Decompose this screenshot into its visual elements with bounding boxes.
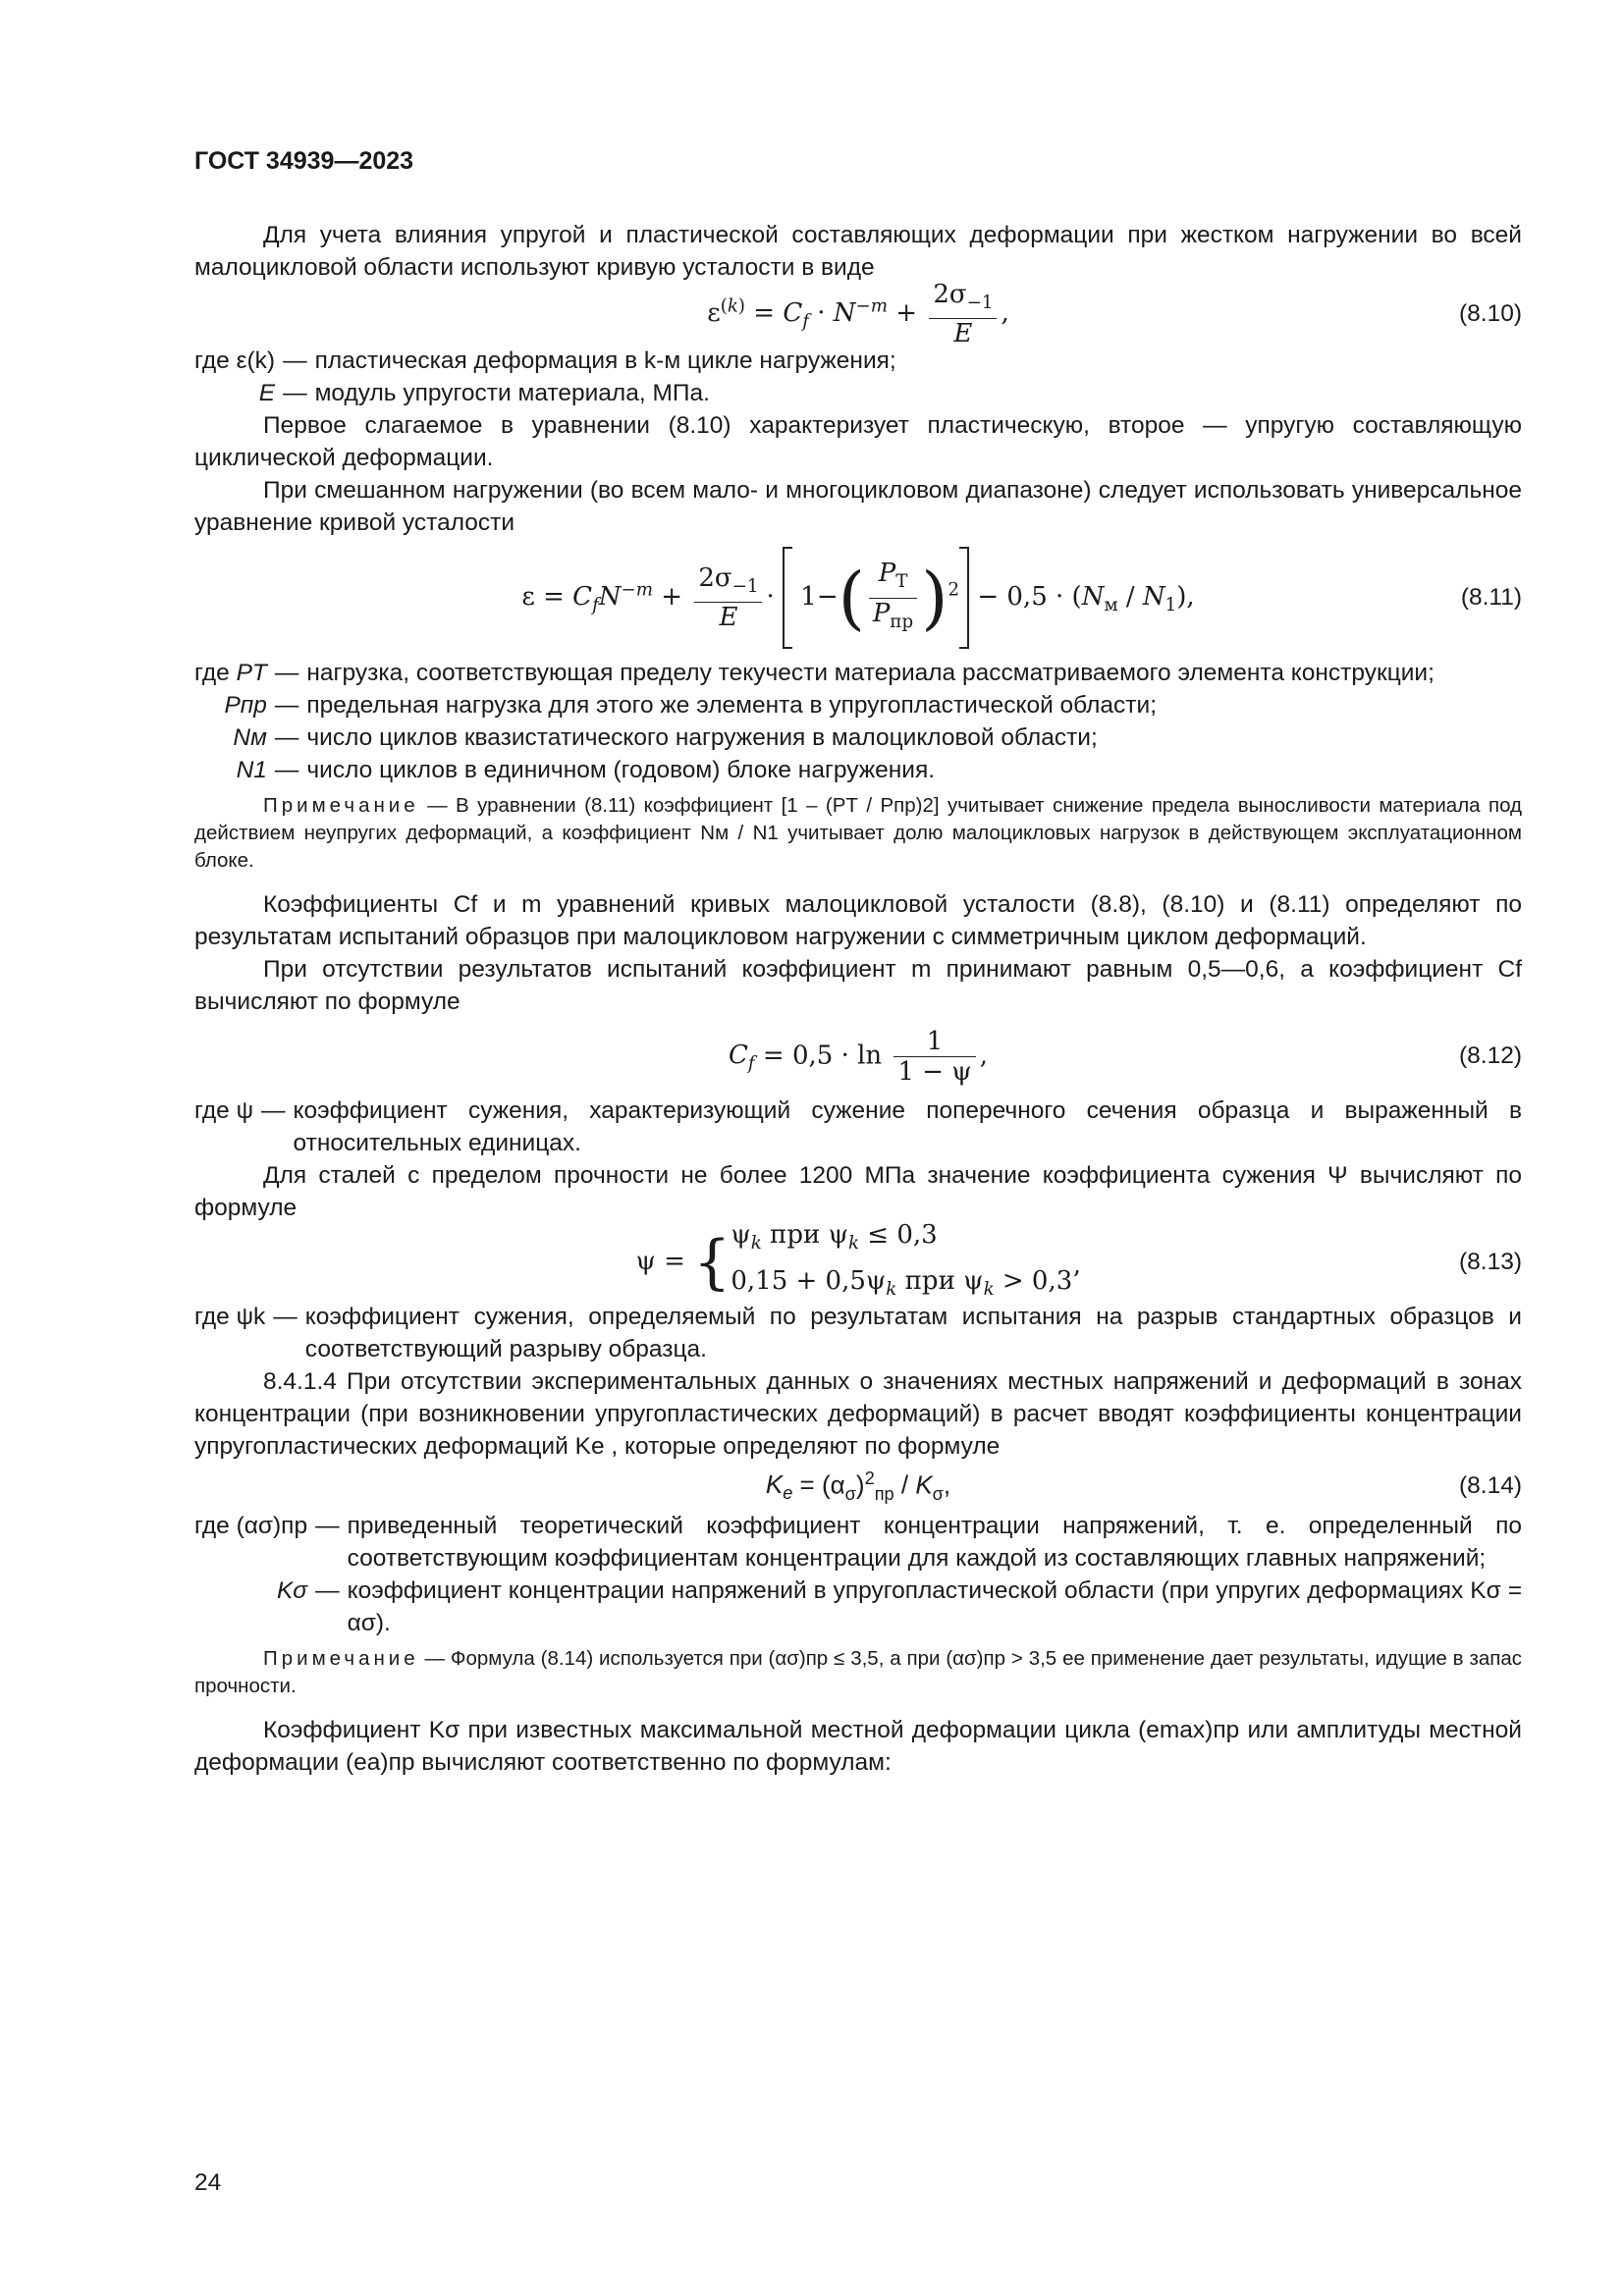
paragraph-6: Для сталей с пределом прочности не более 1200 МПа значение коэффициента сужения Ψ вычисляют по формуле: [194, 1162, 1522, 1221]
note-label: Примечание: [263, 794, 419, 817]
page-number: 24: [194, 2169, 222, 2196]
equation-8-13: [194, 1219, 1522, 1301]
document-page: [194, 147, 1522, 1779]
paragraph-1: Для учета влияния упругой и пластической составляющих деформации при жестком нагружении во всей малоцикловой области используют кривую усталости в виде: [194, 222, 1522, 281]
equation-body: $\varepsilon^{(k)} = C_f \cdot N^{-m}$ + $\frac{2\sigma_{-1}}{E}$ ,: [707, 279, 1009, 349]
where-list-8-14: где (ασ)пр — приведенный теоретический коэффициент концентрации напряжений, т. е. определенный по соответствующим коэффициентам концентрации для каждой из составляющих главных напряжений; Kσ — коэффициент концентрации напряжений в упругопластической области (при упругих деформациях Kσ = ασ).: [194, 1513, 1522, 1636]
note-label: Примечание: [263, 1647, 419, 1670]
paragraph-2: Первое слагаемое в уравнении (8.10) характеризует пластическую, второе — упругую составляющую циклической деформации.: [194, 412, 1522, 471]
equation-body: $\psi = \{\psi_k$ при $\psi_k \le 0,3$ $0,15 + 0,5\psi_k$ при $\psi_k > 0,3$’: [635, 1219, 1081, 1301]
equation-number: (8.10): [1458, 300, 1522, 327]
equation-8-14: [194, 1463, 1522, 1510]
equation-8-11: [194, 539, 1522, 657]
where-list-8-13: где ψk — коэффициент сужения, определяемый по результатам испытания на разрыв стандартных образцов и соответствующий разрыву образца.: [194, 1304, 1522, 1362]
equation-body: $K_e = (\alpha_\sigma)^2_{пр} / K_\sigma$,: [765, 1468, 951, 1504]
note-text: — В уравнении (8.11) коэффициент [1 – (PТ / Pпр)2] учитывает снижение предела выносливости материала под действием неупругих деформаций, а коэффициент Nм / N1 учитывает долю малоцикловых нагрузок в действующем эксплуатационном блоке.: [194, 794, 1522, 872]
equation-8-10: [194, 279, 1522, 349]
paragraph-4: Коэффициенты Cf и m уравнений кривых малоцикловой усталости (8.8), (8.10) и (8.11) определяют по результатам испытаний образцов при малоцикловом нагружении с симметричным циклом деформаций.: [194, 891, 1522, 950]
paragraph-3: При смешанном нагружении (во всем мало- и многоцикловом диапазоне) следует использовать универсальное уравнение кривой усталости: [194, 477, 1522, 536]
equation-number: (8.11): [1460, 584, 1522, 611]
equation-number: (8.14): [1458, 1472, 1522, 1499]
where-list-8-10: где ε(k) — пластическая деформация в k-м цикле нагружения; E — модуль упругости материала, МПа.: [194, 347, 896, 406]
note-text: — Формула (8.14) используется при (ασ)пр ≤ 3,5, а при (ασ)пр > 3,5 ее применение дает результаты, идущие в запас прочности.: [194, 1647, 1522, 1697]
document-header: ГОСТ 34939—2023: [194, 147, 414, 175]
where-list-8-11: где PТ — нагрузка, соответствующая пределу текучести материала рассматриваемого элемента конструкции; Pпр — предельная нагрузка для этого же элемента в упругопластической области; Nм — число циклов квазистатического нагружения в малоцикловой области; N1 — число циклов в единичном (годовом) блоке нагружения.: [194, 660, 1435, 783]
paragraph-7: 8.4.1.4 При отсутствии экспериментальных данных о значениях местных напряжений и деформаций в зонах концентрации (при возникновении упругопластических деформаций) в расчет вводят коэффициенты концентрации упругопластических деформаций Ke , которые определяют по формуле: [194, 1368, 1522, 1460]
equation-8-12: [194, 1018, 1522, 1095]
paragraph-5: При отсутствии результатов испытаний коэффициент m принимают равным 0,5—0,6, а коэффициент Cf вычисляют по формуле: [194, 956, 1522, 1015]
equation-body: $\varepsilon = C_fN^{-m}$ + $\frac{2\sigma_{-1}}{E}$ · 1−( $\frac{P_Т}{P_{пр}}$ )$^2 - 0,5 \cdot (N_м / N_1)$,: [194, 547, 1522, 649]
note-2: [194, 1645, 1522, 1700]
paragraph-8: Коэффициент Kσ при известных максимальной местной деформации цикла (emax)пр или амплитуды местной деформации (ea)пр вычисляют соответственно по формулам:: [194, 1717, 1522, 1776]
equation-number: (8.13): [1458, 1249, 1522, 1275]
equation-body: $C_f = 0,5 \cdot \ln$ $\frac{1}{1 - \psi}$ ,: [729, 1026, 988, 1087]
equation-number: (8.12): [1458, 1042, 1522, 1069]
note-1: [194, 792, 1522, 875]
where-list-8-12: где ψ — коэффициент сужения, характеризующий сужение поперечного сечения образца и выраженный в относительных единицах.: [194, 1097, 1522, 1156]
